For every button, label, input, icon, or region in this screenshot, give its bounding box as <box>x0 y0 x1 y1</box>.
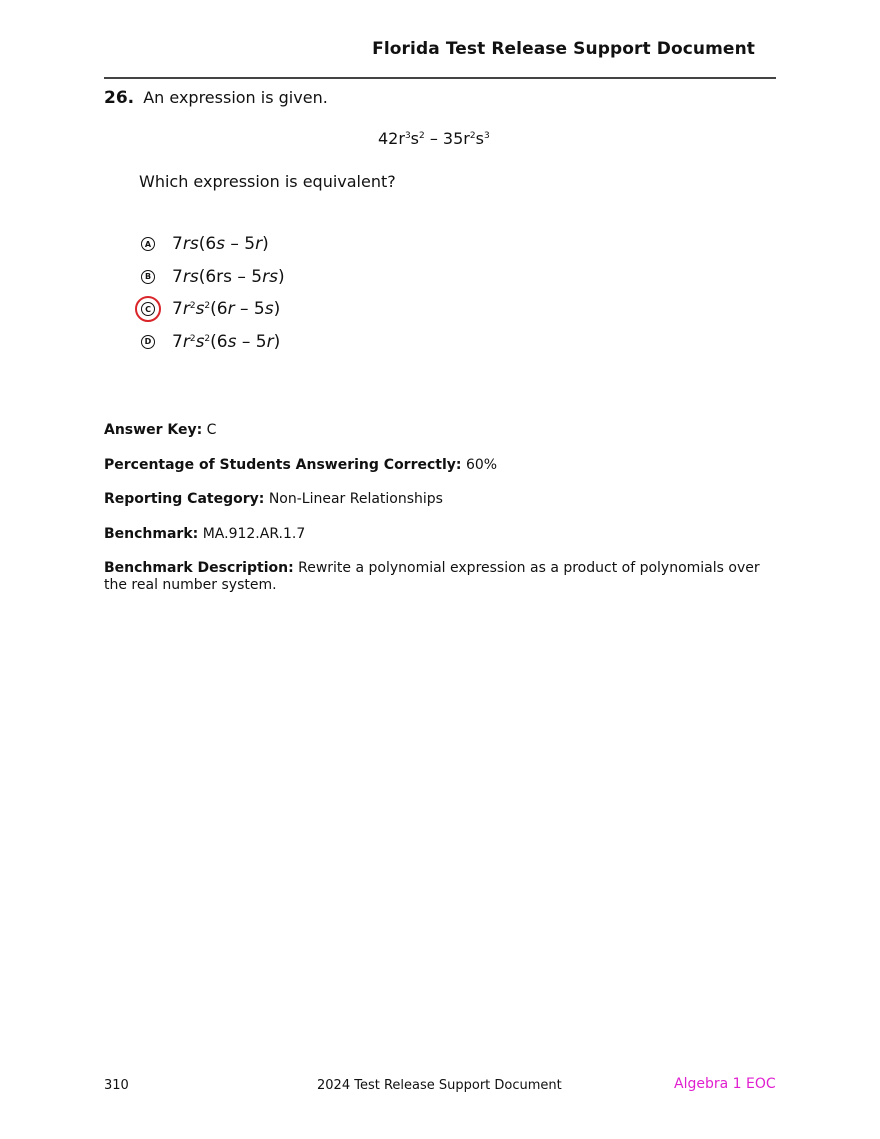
question-prompt: An expression is given. <box>143 88 328 107</box>
choice-bubble-d[interactable]: D <box>141 335 155 349</box>
question-stem: Which expression is equivalent? <box>139 172 396 191</box>
reporting-category: Reporting Category: Non-Linear Relationships <box>104 491 443 507</box>
footer-subject: Algebra 1 EOC <box>674 1076 776 1092</box>
choice-bubble-a[interactable]: A <box>141 237 155 251</box>
question-prompt-line <box>104 88 328 108</box>
choice-d[interactable] <box>136 326 285 359</box>
answer-choices <box>136 228 285 358</box>
choice-bubble-b[interactable]: B <box>141 270 155 284</box>
choice-text-c: $7r^2s^2(6r - 5s)$ <box>172 299 281 320</box>
choice-text-b: 7rs(6rs – 5rs) <box>172 266 285 287</box>
choice-text-d: $7r^2s^2(6s - 5r)$ <box>172 331 281 352</box>
benchmark: Benchmark: MA.912.AR.1.7 <box>104 526 306 542</box>
choice-bubble-c-selected[interactable]: C <box>141 302 155 316</box>
choice-text-a: 7rs(6s – 5r) <box>172 234 269 255</box>
document-title: Florida Test Release Support Document <box>372 39 755 59</box>
percent-correct: Percentage of Students Answering Correctly: 60% <box>104 457 498 473</box>
footer-document-name: 2024 Test Release Support Document <box>317 1078 562 1093</box>
choice-a[interactable] <box>136 228 285 261</box>
header-divider <box>104 77 776 79</box>
choice-c[interactable] <box>136 293 285 326</box>
page-number: 310 <box>104 1078 129 1093</box>
given-expression: $42r^3s^2 - 35r^2s^3$ <box>378 129 490 148</box>
benchmark-description: Benchmark Description: Rewrite a polynomial expression as a product of polynomials over the real number system. <box>104 560 760 593</box>
answer-key: Answer Key: C <box>104 422 217 438</box>
question-number: 26. <box>104 88 135 108</box>
choice-b[interactable] <box>136 261 285 294</box>
